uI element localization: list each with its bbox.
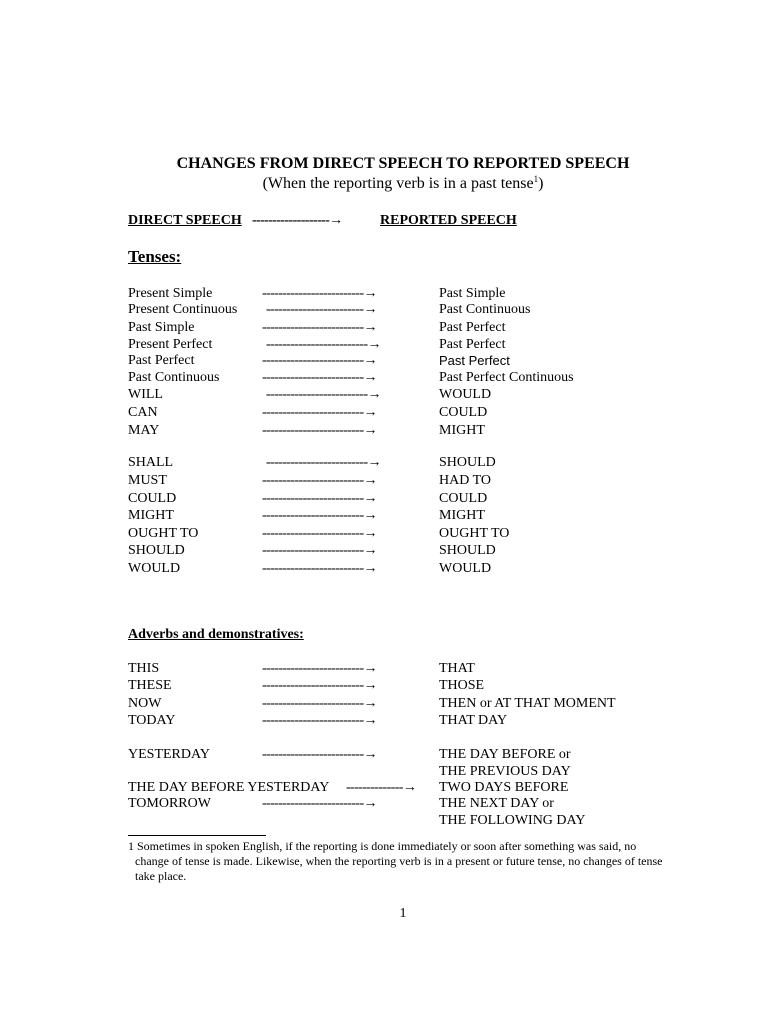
arrow-connector: -------------------------→ <box>262 713 377 728</box>
direct-form: MIGHT <box>128 508 174 523</box>
mapping-row <box>0 813 768 830</box>
footnote <box>128 839 678 884</box>
page-number: 1 <box>399 906 407 921</box>
reported-form: Past Perfect Continuous <box>439 370 574 385</box>
document-subtitle <box>0 174 768 193</box>
mapping-row <box>0 320 768 337</box>
direct-form: Present Continuous <box>128 302 238 317</box>
direct-form: SHALL <box>128 455 174 470</box>
mapping-row <box>0 302 768 319</box>
arrow-connector: -------------------------→ <box>262 370 377 385</box>
footnote-line: 1 Sometimes in spoken English, if the reporting is done immediately or soon after something was said, no <box>128 839 637 853</box>
direct-form: Past Continuous <box>128 370 220 385</box>
mapping-row <box>0 526 768 543</box>
reported-form: WOULD <box>439 387 492 402</box>
mapping-row <box>0 353 768 370</box>
heading-arrow: -------------------→ <box>252 213 343 228</box>
arrow-connector: -------------------------→ <box>262 473 377 488</box>
reported-form: MIGHT <box>439 508 485 523</box>
mapping-row <box>0 661 768 678</box>
direct-form: TODAY <box>128 713 176 728</box>
mapping-row <box>0 796 768 813</box>
mapping-row <box>0 696 768 713</box>
mapping-row <box>0 455 768 472</box>
direct-form: THIS <box>128 661 160 676</box>
reported-form: OUGHT TO <box>439 526 510 541</box>
arrow-connector: -------------------------→ <box>266 387 381 402</box>
direct-form: WOULD <box>128 561 181 576</box>
arrow-connector: -------------------------→ <box>262 353 377 368</box>
reported-form: THOSE <box>439 678 485 693</box>
arrow-connector: -------------------------→ <box>266 337 381 352</box>
direct-form: TOMORROW <box>128 796 211 811</box>
arrow-connector: -------------------------→ <box>262 508 377 523</box>
reported-form: Past Perfect <box>439 337 506 352</box>
reported-form: THE NEXT DAY or <box>439 796 554 811</box>
adverbs-heading: Adverbs and demonstratives: <box>128 627 304 642</box>
footnote-marker: 1 <box>533 174 539 184</box>
arrow-connector: -------------------------→ <box>262 423 377 438</box>
direct-form: THESE <box>128 678 172 693</box>
mapping-row <box>0 286 768 303</box>
reported-form: SHOULD <box>439 455 496 470</box>
arrow-connector: -------------------------→ <box>262 543 377 558</box>
reported-form: THEN or AT THAT MOMENT <box>439 696 616 711</box>
arrow-connector: -------------------------→ <box>262 696 377 711</box>
reported-form: COULD <box>439 491 488 506</box>
reported-form: WOULD <box>439 561 492 576</box>
direct-form: MUST <box>128 473 167 488</box>
direct-form: COULD <box>128 491 177 506</box>
reported-form: SHOULD <box>439 543 496 558</box>
reported-speech-heading: REPORTED SPEECH <box>380 213 517 228</box>
direct-form: CAN <box>128 405 158 420</box>
reported-form: Past Perfect <box>439 320 506 335</box>
reported-form: TWO DAYS BEFORE <box>439 780 569 795</box>
reported-form: Past Perfect <box>439 353 510 368</box>
subtitle-close: ) <box>538 175 544 192</box>
reported-form: HAD TO <box>439 473 491 488</box>
direct-form: WILL <box>128 387 163 402</box>
reported-form: THE DAY BEFORE or <box>439 747 571 762</box>
mapping-row <box>0 561 768 578</box>
reported-form: THAT DAY <box>439 713 508 728</box>
direct-form: YESTERDAY <box>128 747 210 762</box>
reported-form: THE FOLLOWING DAY <box>439 813 586 828</box>
arrow-connector: ------------------------→ <box>266 302 377 317</box>
direct-form: NOW <box>128 696 162 711</box>
mapping-row <box>0 387 768 404</box>
direct-speech-heading: DIRECT SPEECH <box>128 213 242 228</box>
arrow-connector: -------------------------→ <box>262 491 377 506</box>
mapping-row <box>0 405 768 422</box>
arrow-connector: -------------------------→ <box>262 405 377 420</box>
arrow-connector: -------------------------→ <box>262 678 377 693</box>
mapping-row <box>0 747 768 764</box>
mapping-row <box>0 337 768 354</box>
footnote-separator <box>128 835 266 836</box>
arrow-connector: -------------------------→ <box>262 747 377 762</box>
reported-form: THAT <box>439 661 475 676</box>
footnote-line: take place. <box>135 869 187 883</box>
arrow-connector: -------------------------→ <box>262 526 377 541</box>
direct-form: MAY <box>128 423 160 438</box>
subtitle-text: (When the reporting verb is in a past tense <box>262 175 534 192</box>
direct-form: OUGHT TO <box>128 526 199 541</box>
reported-form: COULD <box>439 405 488 420</box>
reported-form: MIGHT <box>439 423 485 438</box>
direct-form: Past Perfect <box>128 353 195 368</box>
direct-form: Present Simple <box>128 286 213 301</box>
arrow-connector: -------------------------→ <box>262 286 377 301</box>
mapping-row <box>0 764 768 781</box>
footnote-line: change of tense is made. Likewise, when the reporting verb is in a present or future tense, no changes of tense <box>135 854 663 868</box>
mapping-row <box>0 508 768 525</box>
reported-form: Past Simple <box>439 286 506 301</box>
arrow-connector: -------------------------→ <box>262 661 377 676</box>
direct-form: Present Perfect <box>128 337 213 352</box>
tenses-heading: Tenses: <box>128 247 182 266</box>
direct-form: SHOULD <box>128 543 185 558</box>
direct-form: Past Simple <box>128 320 195 335</box>
document-title: CHANGES FROM DIRECT SPEECH TO REPORTED SPEECH <box>176 155 630 172</box>
mapping-row <box>0 543 768 560</box>
reported-form: THE PREVIOUS DAY <box>439 764 571 779</box>
arrow-connector: --------------→ <box>346 780 417 795</box>
arrow-connector: -------------------------→ <box>262 796 377 811</box>
mapping-row <box>0 780 768 797</box>
arrow-connector: -------------------------→ <box>266 455 381 470</box>
mapping-row <box>0 491 768 508</box>
reported-form: Past Continuous <box>439 302 531 317</box>
mapping-row <box>0 473 768 490</box>
direct-form: THE DAY BEFORE YESTERDAY <box>128 780 330 795</box>
arrow-connector: -------------------------→ <box>262 320 377 335</box>
mapping-row <box>0 370 768 387</box>
arrow-connector: -------------------------→ <box>262 561 377 576</box>
mapping-row <box>0 678 768 695</box>
mapping-row <box>0 423 768 440</box>
mapping-row <box>0 713 768 730</box>
